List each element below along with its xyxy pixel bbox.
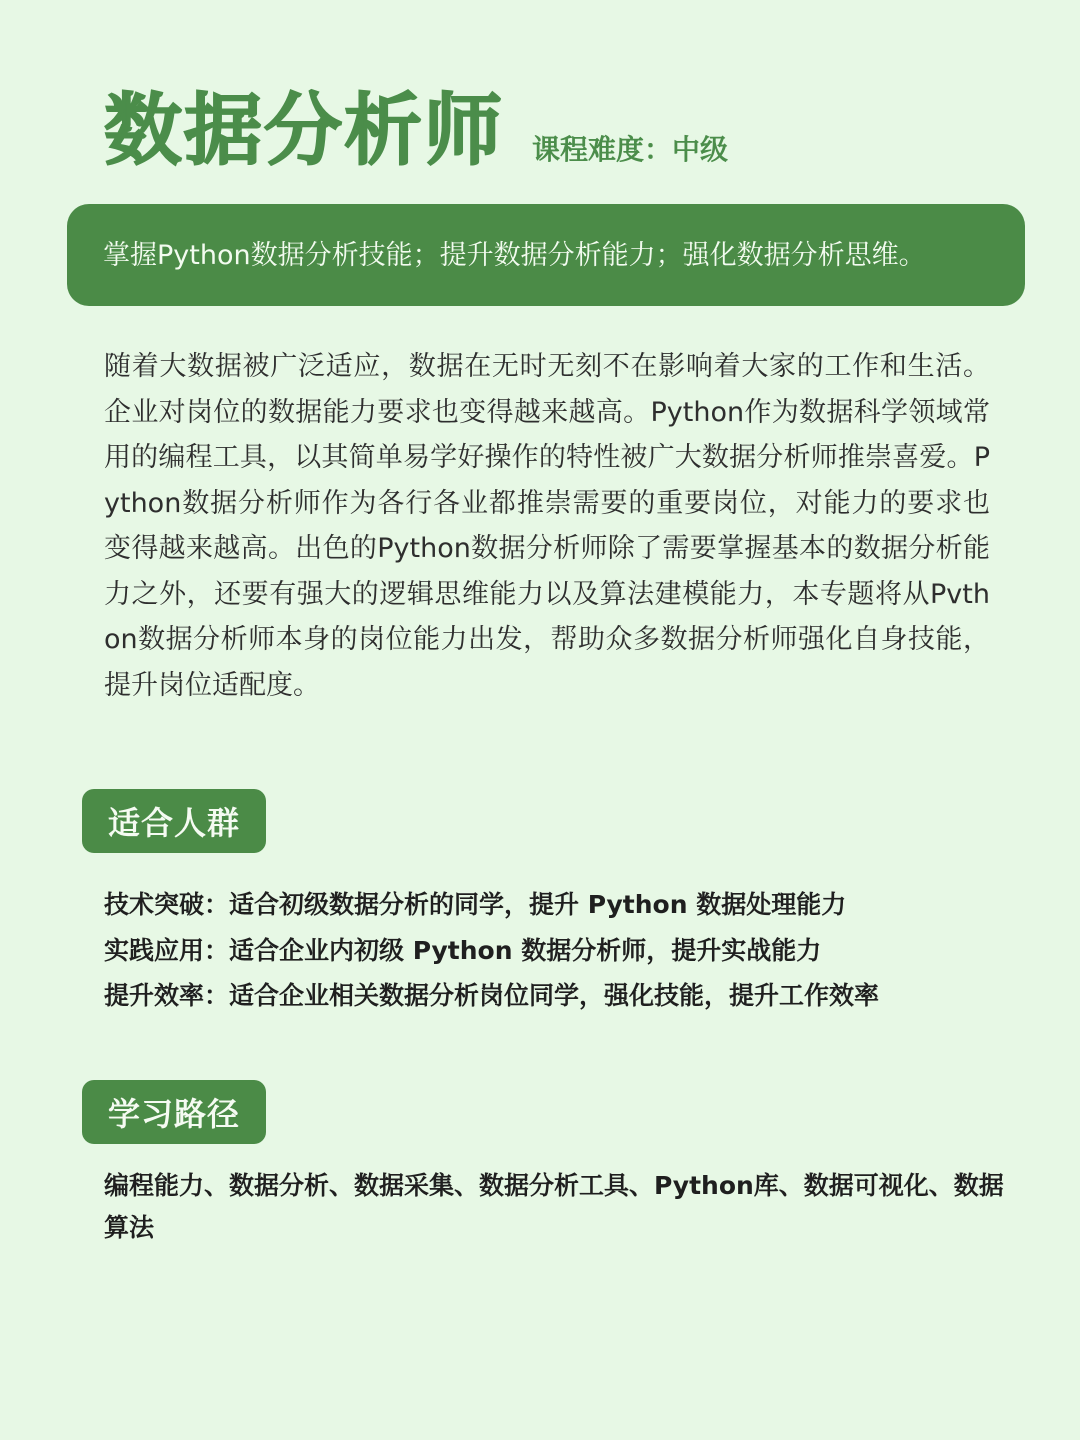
difficulty-label: 课程难度：中级 [532,133,729,166]
goal-banner-text: 掌握Python数据分析技能；提升数据分析能力；强化数据分析思维。 [103,239,926,271]
list-item: 提升效率：适合企业相关数据分析岗位同学，强化技能，提升工作效率 [104,981,880,1010]
audience-heading [82,789,266,853]
path-heading [82,1080,266,1144]
list-item: 技术突破：适合初级数据分析的同学，提升 Python 数据处理能力 [104,890,847,919]
title-row [104,86,729,176]
audience-heading-label: 适合人群 [107,804,240,842]
learning-path-text: 编程能力、数据分析、数据采集、数据分析工具、Python库、数据可视化、数据算法 [104,1171,1004,1242]
audience-list [104,882,879,1019]
goal-banner [67,204,1025,306]
path-heading-label: 学习路径 [107,1095,240,1133]
intro-paragraph: 随着大数据被广泛适应，数据在无时无刻不在影响着大家的工作和生活。企业对岗位的数据能力要求也变得越来越高。Python作为数据科学领域常用的编程工具，以其简单易学好操作的特性被广大数据分析师推崇喜爱。Python数据分析师作为各行各业都推崇需要的重要岗位，对能力的要求也变得越来越高。出色的Python数据分析师除了需要掌握基本的数据分析能力之外，还要有强大的逻辑思维能力以及算法建模能力，本专题将从Pvthon数据分析师本身的岗位能力出发，帮助众多数据分析师强化自身技能，提升岗位适配度。 [104,351,990,701]
page-title: 数据分析师 [104,86,505,176]
list-item: 实践应用：适合企业内初级 Python 数据分析师，提升实战能力 [104,935,822,965]
